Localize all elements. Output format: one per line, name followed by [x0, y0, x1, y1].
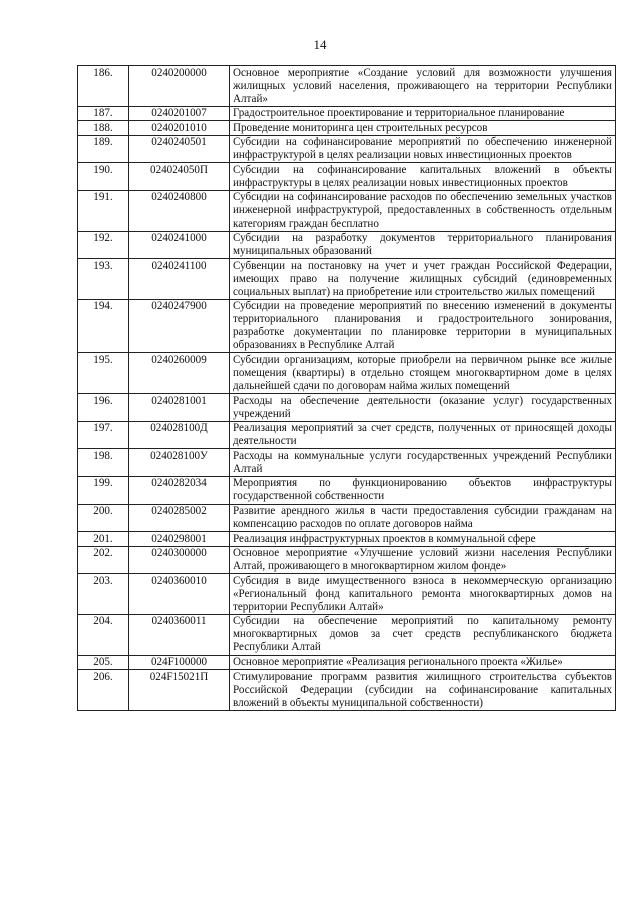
expenditure-name-cell: Расходы на обеспечение деятельности (оказание услуг) государственных учреждений [230, 394, 616, 422]
row-number-cell: 192. [78, 231, 129, 259]
table-row [78, 476, 616, 504]
expenditure-name-cell: Реализация мероприятий за счет средств, полученных от приносящей доходы деятельности [230, 421, 616, 449]
classification-code-cell: 0240201010 [129, 121, 230, 136]
row-number-cell: 188. [78, 121, 129, 136]
row-number-cell: 205. [78, 655, 129, 670]
classification-code-cell: 024028100У [129, 449, 230, 477]
table-row [78, 504, 616, 532]
expenditure-name-cell: Субсидии на проведение мероприятий по внесению изменений в документы территориального планирования и градостроительного зонирования, разработке документации по планировке территории в муниципальных образованиях в Республике Алтай [230, 299, 616, 353]
expenditure-name-cell: Реализация инфраструктурных проектов в коммунальной сфере [230, 532, 616, 547]
expenditure-name-cell: Расходы на коммунальные услуги государственных учреждений Республики Алтай [230, 449, 616, 477]
row-number-cell: 204. [78, 614, 129, 655]
table-row [78, 66, 616, 107]
expenditure-name-cell: Основное мероприятие «Реализация регионального проекта «Жилье» [230, 655, 616, 670]
row-number-cell: 195. [78, 353, 129, 394]
classification-code-cell: 024F100000 [129, 655, 230, 670]
expenditure-name-cell: Основное мероприятие «Улучшение условий жизни населения Республики Алтай, проживающего в многоквартирном жилом фонде» [230, 546, 616, 574]
classification-code-cell: 0240241100 [129, 259, 230, 300]
row-number-cell: 203. [78, 574, 129, 615]
classification-code-cell: 0240360011 [129, 614, 230, 655]
classification-code-cell: 0240298001 [129, 532, 230, 547]
row-number-cell: 206. [78, 670, 129, 711]
expenditure-name-cell: Развитие арендного жилья в части предоставления субсидии гражданам на компенсацию расходов по оплате договоров найма [230, 504, 616, 532]
table-row [78, 135, 616, 163]
expenditure-name-cell: Мероприятия по функционированию объектов инфраструктуры государственной собственности [230, 476, 616, 504]
classification-code-cell: 0240260009 [129, 353, 230, 394]
table-row [78, 299, 616, 353]
expenditure-name-cell: Субсидии на разработку документов территориального планирования муниципальных образований [230, 231, 616, 259]
row-number-cell: 198. [78, 449, 129, 477]
expenditure-name-cell: Основное мероприятие «Создание условий для возможности улучшения жилищных условий населения, проживающего на территории Республики Алтай» [230, 66, 616, 107]
table-row [78, 231, 616, 259]
table-row [78, 190, 616, 231]
expenditure-name-cell: Проведение мониторинга цен строительных ресурсов [230, 121, 616, 136]
expenditure-name-cell: Субсидии на софинансирование мероприятий по обеспечению инженерной инфраструктурой в целях реализации новых инвестиционных проектов [230, 135, 616, 163]
table-row [78, 614, 616, 655]
row-number-cell: 189. [78, 135, 129, 163]
classification-code-cell: 0240240800 [129, 190, 230, 231]
row-number-cell: 187. [78, 106, 129, 121]
expenditure-name-cell: Стимулирование программ развития жилищного строительства субъектов Российской Федерации (субсидии на софинансирование капитальных вложений в объекты муниципальной собственности) [230, 670, 616, 711]
table-row [78, 655, 616, 670]
table-row [78, 670, 616, 711]
page-number: 14 [313, 37, 327, 52]
row-number-cell: 197. [78, 421, 129, 449]
expenditure-name-cell: Субсидии организациям, которые приобрели на первичном рынке все жилые помещения (квартиры) в отдельно стоящем многоквартирном доме в целях дальнейшей сдачи по договорам найма жилых помещений [230, 353, 616, 394]
classification-code-cell: 0240281001 [129, 394, 230, 422]
expenditure-name-cell: Субвенции на постановку на учет и учет граждан Российской Федерации, имеющих право на получение жилищных субсидий (единовременных социальных выплат) на приобретение или строительство жилых помещений [230, 259, 616, 300]
classification-code-cell: 0240300000 [129, 546, 230, 574]
expenditure-name-cell: Субсидия в виде имущественного взноса в некоммерческую организацию «Региональный фонд капитального ремонта многоквартирных домов на территории Республики Алтай» [230, 574, 616, 615]
classification-code-cell: 0240247900 [129, 299, 230, 353]
table-row [78, 259, 616, 300]
classification-code-cell: 024F15021П [129, 670, 230, 711]
row-number-cell: 202. [78, 546, 129, 574]
row-number-cell: 191. [78, 190, 129, 231]
classification-code-cell: 0240282034 [129, 476, 230, 504]
expenditure-name-cell: Субсидии на софинансирование расходов по обеспечению земельных участков инженерной инфраструктурой, предоставленных в собственность отдельным категориям граждан бесплатно [230, 190, 616, 231]
row-number-cell: 190. [78, 163, 129, 191]
classification-code-cell: 0240200000 [129, 66, 230, 107]
row-number-cell: 199. [78, 476, 129, 504]
table-row [78, 546, 616, 574]
table-row [78, 106, 616, 121]
budget-classification-table [77, 65, 616, 711]
expenditure-name-cell: Субсидии на обеспечение мероприятий по капитальному ремонту многоквартирных домов за счет средств республиканского бюджета Республики Алтай [230, 614, 616, 655]
table-row [78, 574, 616, 615]
expenditure-name-cell: Субсидии на софинансирование капитальных вложений в объекты инфраструктуры в целях реализации новых инвестиционных проектов [230, 163, 616, 191]
table-row [78, 353, 616, 394]
table-row [78, 394, 616, 422]
row-number-cell: 200. [78, 504, 129, 532]
classification-code-cell: 024028100Д [129, 421, 230, 449]
classification-code-cell: 0240201007 [129, 106, 230, 121]
classification-code-cell: 0240285002 [129, 504, 230, 532]
table-row [78, 449, 616, 477]
expenditure-name-cell: Градостроительное проектирование и территориальное планирование [230, 106, 616, 121]
classification-code-cell: 0240240501 [129, 135, 230, 163]
table-row [78, 421, 616, 449]
table-body [78, 66, 616, 711]
row-number-cell: 193. [78, 259, 129, 300]
table-row [78, 121, 616, 136]
row-number-cell: 186. [78, 66, 129, 107]
classification-code-cell: 0240241000 [129, 231, 230, 259]
row-number-cell: 194. [78, 299, 129, 353]
table-row [78, 532, 616, 547]
classification-code-cell: 0240360010 [129, 574, 230, 615]
classification-code-cell: 024024050П [129, 163, 230, 191]
row-number-cell: 201. [78, 532, 129, 547]
row-number-cell: 196. [78, 394, 129, 422]
table-row [78, 163, 616, 191]
